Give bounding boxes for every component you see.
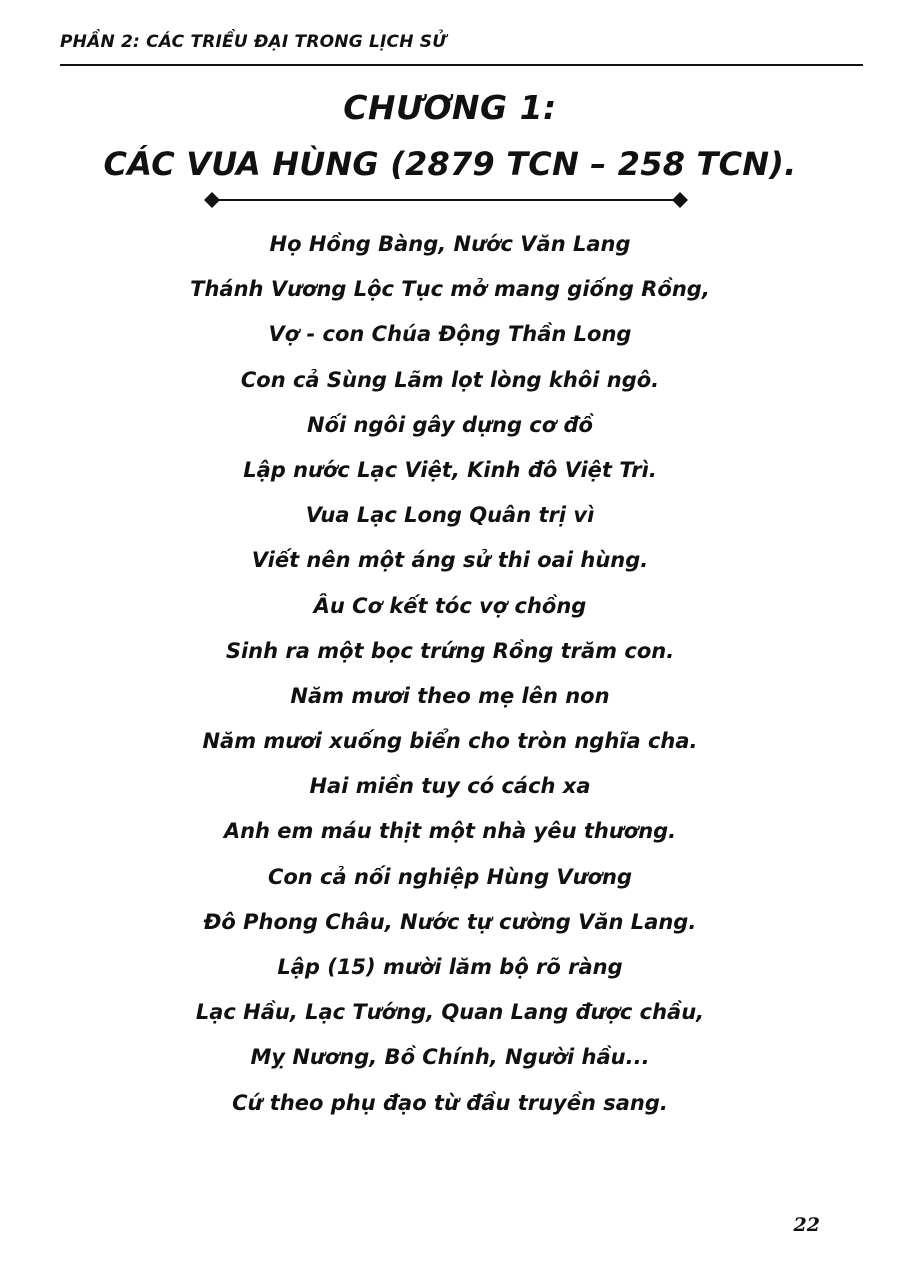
ornamental-divider — [204, 190, 688, 210]
verse-line: Hai miền tuy có cách xa — [309, 774, 591, 799]
diamond-left-icon — [204, 192, 220, 208]
page-number: 22 — [793, 1214, 820, 1236]
chapter-title: CÁC VUA HÙNG (2879 TCN – 258 TCN). — [103, 145, 797, 183]
diamond-right-icon — [672, 192, 688, 208]
verse-line: Sinh ra một bọc trứng Rồng trăm con. — [225, 638, 675, 663]
verse-line: Âu Cơ kết tóc vợ chồng — [313, 593, 587, 618]
verse-line: Năm mươi xuống biển cho tròn nghĩa cha. — [202, 729, 698, 754]
page-header — [60, 30, 863, 66]
verse-line: Con cả nối nghiệp Hùng Vương — [267, 864, 633, 889]
verse-line: Đô Phong Châu, Nước tự cường Văn Lang. — [203, 909, 697, 934]
verse-line: Viết nên một áng sử thi oai hùng. — [251, 548, 649, 573]
verse-line: Lạc Hầu, Lạc Tướng, Quan Lang được chầu, — [195, 1000, 705, 1025]
verse-line: Con cả Sùng Lãm lọt lòng khôi ngô. — [240, 367, 660, 392]
verse-line: Họ Hồng Bàng, Nước Văn Lang — [269, 232, 631, 256]
verse-line: Vua Lạc Long Quân trị vì — [305, 503, 595, 528]
chapter-label: CHƯƠNG 1: — [343, 88, 557, 127]
verse-line: Vợ - con Chúa Động Thần Long — [268, 322, 632, 347]
verse-line: Mỵ Nương, Bồ Chính, Người hầu... — [250, 1045, 650, 1070]
verse-line: Lập (15) mười lăm bộ rõ ràng — [277, 955, 623, 979]
verse-line: Nối ngôi gây dựng cơ đồ — [307, 412, 593, 437]
verse-line: Anh em máu thịt một nhà yêu thương. — [223, 819, 677, 844]
verse-line: Cứ theo phụ đạo từ đầu truyền sang. — [232, 1090, 668, 1115]
verse-line: Lập nước Lạc Việt, Kinh đô Việt Trì. — [243, 457, 657, 482]
poem-verse — [0, 222, 900, 1126]
section-title: PHẦN 2: CÁC TRIỀU ĐẠI TRONG LỊCH SỬ — [60, 32, 447, 52]
verse-line: Năm mươi theo mẹ lên non — [290, 683, 610, 708]
verse-line: Thánh Vương Lộc Tục mở mang giống Rồng, — [190, 277, 710, 302]
